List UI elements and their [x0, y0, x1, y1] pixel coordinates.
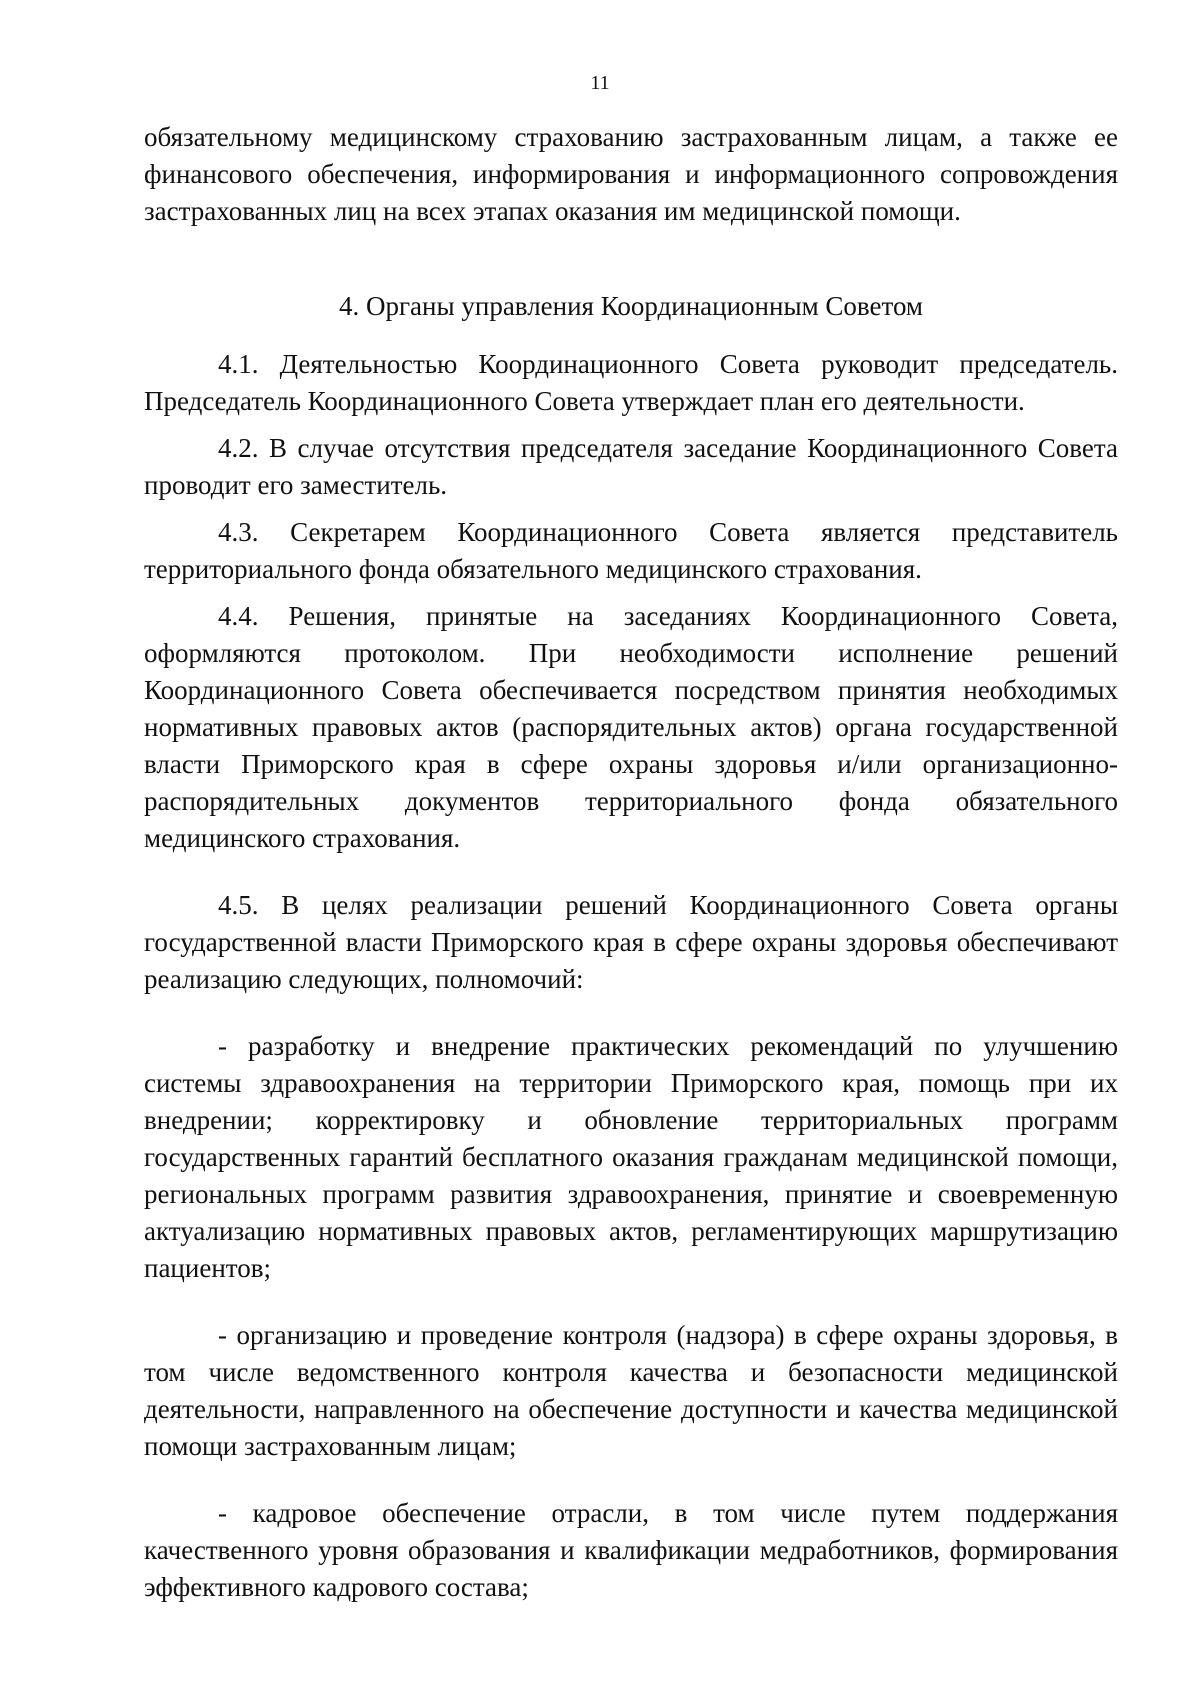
paragraph-continuation: обязательному медицинскому страхованию застрахованным лицам, а также ее финансового обеспечения, информирования и информационного сопровождения застрахованных лиц на всех этапах оказания им медицинской помощи.: [144, 122, 1118, 226]
paragraph-4-3: 4.3. Секретарем Координационного Совета является представитель территориального фонда обязательного медицинского страхования.: [144, 517, 1118, 584]
paragraph-4-4: 4.4. Решения, принятые на заседаниях Координационного Совета, оформляются протоколом. При необходимости исполнение решений Координационного Совета обеспечивается посредством принятия необходимых нормативных правовых актов (распорядительных актов) органа государственной власти Приморского края в сфере охраны здоровья и/или организационно-распорядительных документов территориального фонда обязательного медицинского страхования.: [144, 601, 1118, 853]
list-item-2: - организацию и проведение контроля (надзора) в сфере охраны здоровья, в том числе ведомственного контроля качества и безопасности медицинской деятельности, направленного на обеспечение доступности и качества медицинской помощи застрахованным лицам;: [144, 1320, 1118, 1461]
list-item-1: - разработку и внедрение практических рекомендаций по улучшению системы здравоохранения на территории Приморского края, помощь при их внедрении; корректировку и обновление территориальных программ государственных гарантий бесплатного оказания гражданам медицинской помощи, региональных программ развития здравоохранения, принятие и своевременную актуализацию нормативных правовых актов, регламентирующих маршрутизацию пациентов;: [144, 1031, 1118, 1283]
page-number: 11: [590, 72, 610, 94]
paragraph-4-2: 4.2. В случае отсутствия председателя заседание Координационного Совета проводит его заместитель.: [144, 433, 1118, 500]
paragraph-4-5: 4.5. В целях реализации решений Координационного Совета органы государственной власти Приморского края в сфере охраны здоровья обеспечивают реализацию следующих, полномочий:: [144, 890, 1118, 994]
list-item-3: - кадровое обеспечение отрасли, в том числе путем поддержания качественного уровня образования и квалификации медработников, формирования эффективного кадрового состава;: [144, 1498, 1118, 1602]
document-body: [144, 119, 1118, 1606]
section-title: 4. Органы управления Координационным Советом: [338, 291, 924, 321]
paragraph-4-1: 4.1. Деятельностью Координационного Совета руководит председатель. Председатель Координационного Совета утверждает план его деятельности.: [144, 349, 1118, 416]
